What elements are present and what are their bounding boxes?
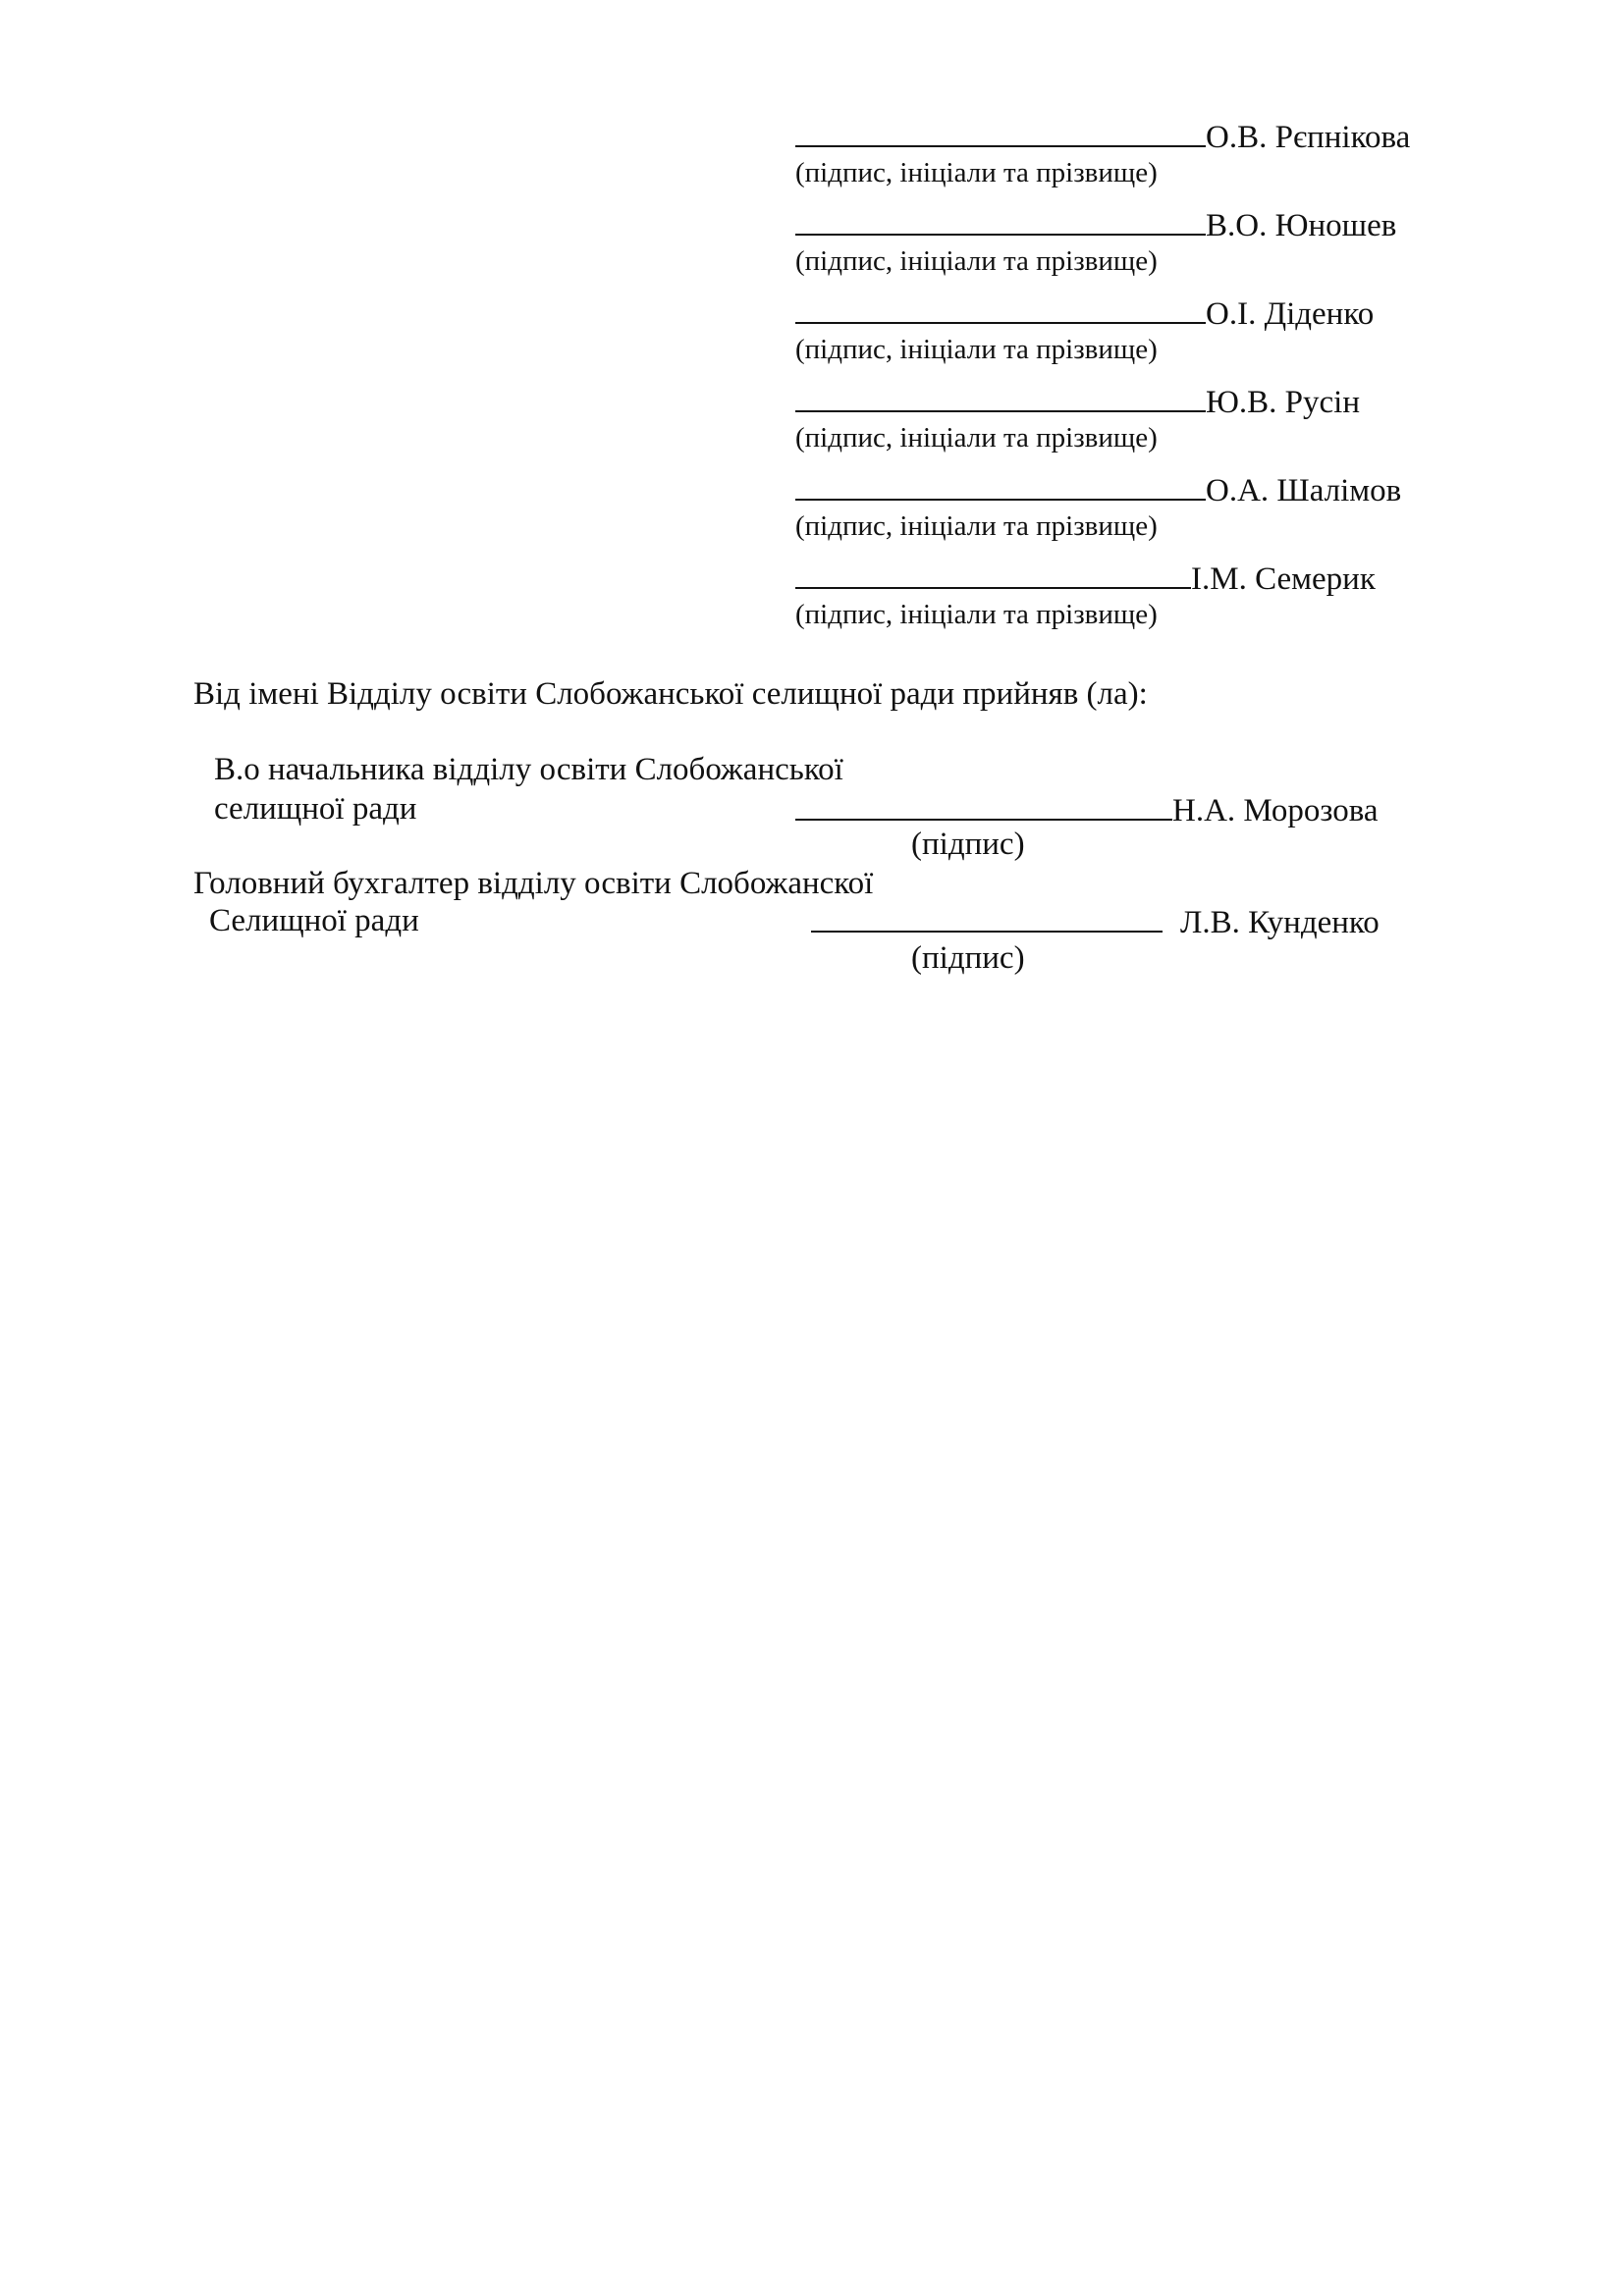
signatory-name: О.В. Рєпнікова bbox=[1206, 120, 1411, 155]
signature-line bbox=[795, 204, 1483, 245]
signature-caption: (підпис, ініціали та прізвище) bbox=[795, 599, 1158, 630]
accountant-title-line2: Селищної ради bbox=[209, 903, 419, 938]
accountant-signature-line bbox=[811, 901, 1380, 942]
signature-line bbox=[795, 116, 1483, 157]
signatory-block bbox=[795, 469, 1483, 542]
signature-line bbox=[795, 293, 1483, 334]
signature-caption: (підпис, ініціали та прізвище) bbox=[795, 422, 1158, 454]
signature-caption: (підпис, ініціали та прізвище) bbox=[795, 334, 1158, 365]
signature-caption: (підпис, ініціали та прізвище) bbox=[795, 157, 1158, 188]
signature-caption: (підпис, ініціали та прізвище) bbox=[795, 245, 1158, 277]
signatory-block bbox=[795, 558, 1483, 630]
head-signature-caption: (підпис) bbox=[911, 827, 1025, 862]
signatory-name: Ю.В. Русін bbox=[1206, 385, 1361, 420]
accepted-heading: Від імені Відділу освіти Слобожанської селищної ради прийняв (ла): bbox=[193, 676, 1148, 712]
signature-underline bbox=[795, 558, 1191, 589]
signatory-name: О.А. Шалімов bbox=[1206, 473, 1402, 508]
signature-underline bbox=[795, 469, 1206, 501]
head-title-line2: селищної ради bbox=[214, 791, 417, 827]
accountant-name: Л.В. Кунденко bbox=[1180, 905, 1380, 940]
signatory-block bbox=[795, 381, 1483, 454]
head-name: Н.А. Морозова bbox=[1172, 793, 1379, 828]
signature-line bbox=[795, 558, 1483, 599]
signatory-name: В.О. Юношев bbox=[1206, 208, 1397, 243]
signature-underline bbox=[795, 381, 1206, 412]
signature-line bbox=[795, 469, 1483, 510]
signature-underline bbox=[795, 789, 1172, 821]
signature-caption: (підпис, ініціали та прізвище) bbox=[795, 510, 1158, 542]
signatory-block bbox=[795, 204, 1483, 277]
signature-underline bbox=[811, 901, 1163, 933]
signature-underline bbox=[795, 116, 1206, 147]
head-signature-line bbox=[795, 789, 1379, 830]
signatory-block bbox=[795, 116, 1483, 188]
accountant-title-line1: Головний бухгалтер відділу освіти Слобожанскої bbox=[193, 866, 874, 901]
signatory-block bbox=[795, 293, 1483, 365]
signature-line bbox=[795, 381, 1483, 422]
signatory-name: О.І. Діденко bbox=[1206, 296, 1375, 332]
head-title-line1: В.о начальника відділу освіти Слобожанської bbox=[214, 752, 843, 787]
signature-underline bbox=[795, 204, 1206, 236]
signature-underline bbox=[795, 293, 1206, 324]
accountant-signature-caption: (підпис) bbox=[911, 940, 1025, 976]
signatory-name: І.М. Семерик bbox=[1191, 561, 1376, 597]
